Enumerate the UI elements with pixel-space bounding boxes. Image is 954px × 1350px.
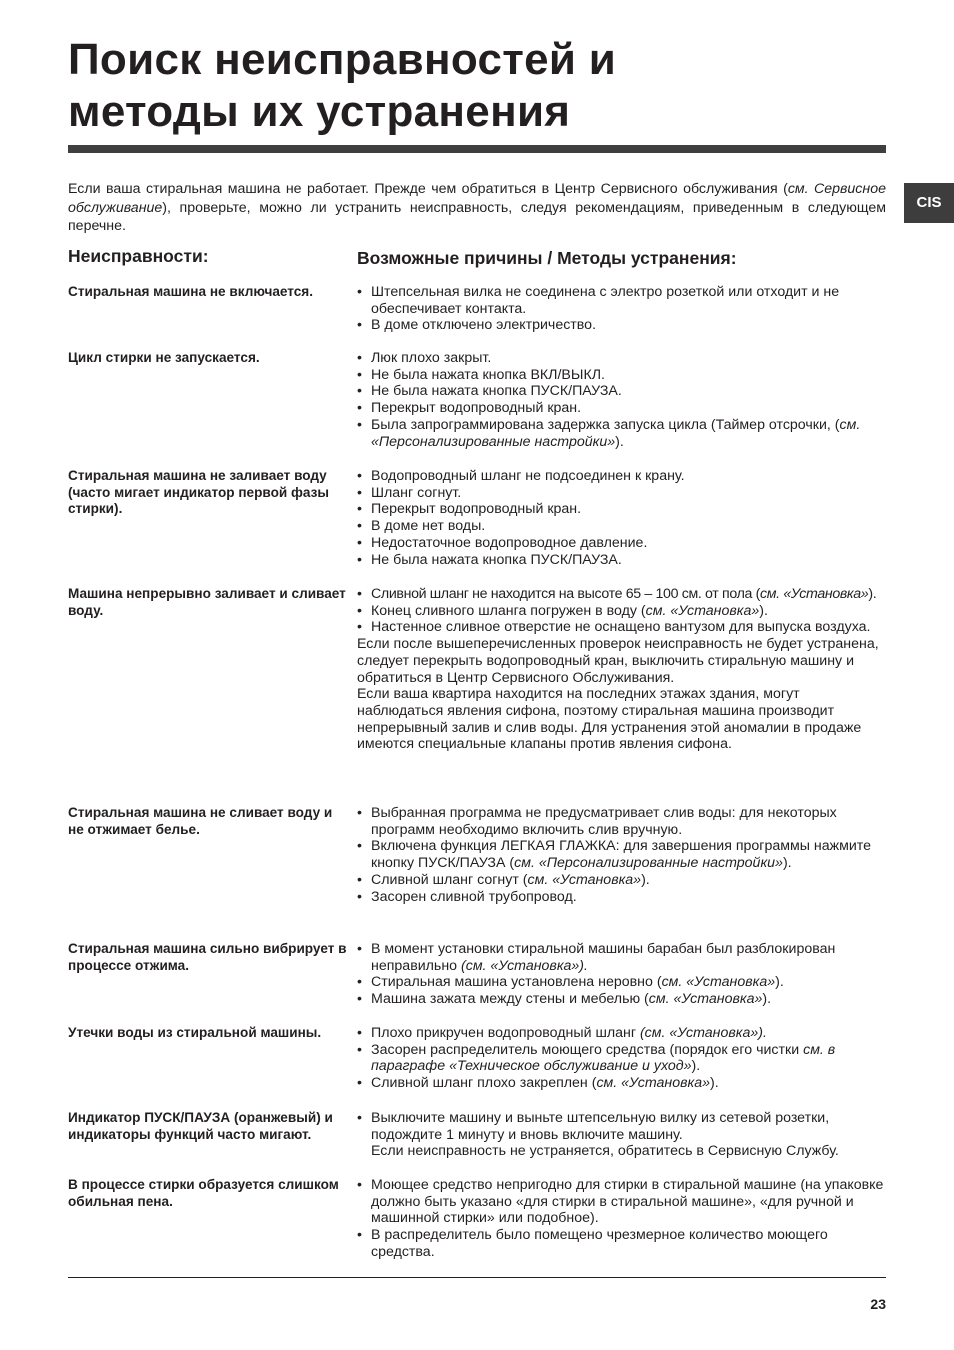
cause-note: Если после вышеперечисленных проверок неисправность не будет устранена, следует перекрыть водопроводный кран, выключить стиральную машину и обратиться в Центр Сервисного Обслуживания.	[357, 636, 879, 686]
cause-item	[357, 838, 887, 871]
cause-item	[357, 805, 887, 838]
cause-note: Если ваша квартира находится на последних этажах здания, могут наблюдаться явления сифона, поэтому стиральная машина производит непрерывный залив и слив воды. Для устранения этой аномалии в продаже имеются специальные клапаны против явления сифона.	[357, 686, 862, 753]
cause-text: Перекрыт водопроводный кран.	[371, 501, 582, 518]
cause-reference: см. «Установка»	[648, 991, 763, 1008]
cause-text: Сливной шланг согнут (	[371, 871, 528, 888]
cause-item	[357, 535, 887, 552]
cause-text: Шланг согнут.	[371, 484, 462, 501]
cause-text: Стиральная машина установлена неровно (	[371, 974, 662, 991]
cause-item	[357, 417, 887, 450]
cause-text: Недостаточное водопроводное давление.	[371, 534, 648, 551]
cause-text: Плохо прикручен водопроводный шланг	[371, 1025, 640, 1041]
problem-label: В процессе стирки образуется слишком обильная пена.	[68, 1177, 339, 1209]
cause-item	[357, 383, 887, 400]
cause-item	[357, 889, 887, 906]
cause-reference: см. «Персонализированные настройки»	[371, 416, 861, 450]
cause-text-end: ).	[615, 433, 624, 450]
cause-item	[357, 1042, 887, 1075]
cause-item	[357, 586, 887, 603]
cause-item	[357, 468, 887, 485]
cause-item	[357, 317, 887, 334]
cause-list	[357, 1025, 887, 1092]
cause-reference: см. «Установка»	[645, 602, 760, 619]
cause-text: Засорен распределитель моющего средства (порядок его чистки	[371, 1041, 804, 1058]
cause-item	[357, 991, 887, 1008]
cause-text: Включена функция ЛЕГКАЯ ГЛАЖКА: для завершения программы нажмите кнопку ПУСК/ПАУЗА (	[371, 838, 872, 872]
cause-text: Не была нажата кнопка ПУСК/ПАУЗА.	[371, 383, 622, 400]
causes-heading: Возможные причины / Методы устранения:	[357, 248, 737, 268]
cause-text: Была запрограммирована задержка запуска цикла (Таймер отсрочки, (	[371, 416, 840, 433]
cause-text-end: ).	[641, 871, 650, 888]
cause-text: Машина зажата между стены и мебелью (	[371, 991, 649, 1008]
cause-text: Моющее средство непригодно для стирки в стиральной машине (на упаковке должно быть указано «для стирки в стиральной машине», «для ручной и машинной стирки» или подобное).	[371, 1177, 884, 1227]
intro-text-1: Если ваша стиральная машина не работает. Прежде чем обратиться в Центр Сервисного обслуживания (	[68, 181, 788, 197]
page-title-line-2: методы их устранения	[68, 87, 571, 136]
cause-text: Не была нажата кнопка ПУСК/ПАУЗА.	[371, 551, 622, 568]
cause-item	[357, 518, 887, 535]
problems-heading: Неисправности:	[68, 246, 209, 266]
cause-item	[357, 485, 887, 502]
cause-text: Выбранная программа не предусматривает слив воды: для некоторых программ необходимо включить слив вручную.	[371, 805, 837, 838]
footer-rule	[68, 1277, 886, 1278]
cause-reference: (см. «Установка»).	[639, 1025, 767, 1041]
language-tab: CIS	[904, 183, 954, 223]
cause-list	[357, 468, 887, 568]
cause-text-end: ).	[710, 1075, 719, 1092]
cause-text: В доме нет воды.	[371, 518, 486, 535]
cause-reference: см. «Установка»	[527, 871, 642, 888]
cause-list	[357, 350, 887, 450]
cause-item	[357, 501, 887, 518]
cause-text-end: ).	[762, 991, 772, 1008]
cause-text: Водопроводный шланг не подсоединен к крану.	[371, 468, 685, 484]
cause-list	[357, 586, 887, 753]
cause-text: Выключите машину и выньте штепсельную вилку из сетевой розетки, подождите 1 минуту и вновь включите машину.	[371, 1110, 830, 1143]
cause-text: Перекрыт водопроводный кран.	[371, 400, 582, 417]
cause-item	[357, 1227, 887, 1260]
problem-label: Стиральная машина не сливает воду и не отжимает белье.	[68, 805, 333, 837]
page-title	[68, 34, 888, 138]
cause-reference: см. «Установка»	[661, 974, 776, 991]
cause-reference: (см. «Установка»).	[461, 957, 588, 974]
cause-text-continued: Если неисправность не устраняется, обратитесь в Сервисную Службу.	[371, 1143, 839, 1160]
cause-text: Сливной шланг плохо закреплен (	[371, 1075, 597, 1092]
cause-reference: см. «Установка»	[596, 1075, 711, 1092]
cause-item	[357, 872, 887, 889]
problem-label: Стиральная машина не заливает воду (часто мигает индикатор первой фазы стирки).	[68, 468, 330, 517]
cause-text: Не была нажата кнопка ВКЛ/ВЫКЛ.	[371, 366, 605, 383]
cause-reference: см. в параграфе «Техническое обслуживание и уход»	[371, 1041, 836, 1075]
cause-list	[357, 1110, 887, 1160]
cause-text-end: ).	[759, 602, 768, 619]
cause-text-end: ).	[782, 855, 792, 872]
cause-text: Конец сливного шланга погружен в воду (	[371, 602, 646, 619]
cause-text: В распределитель было помещено чрезмерное количество моющего средства.	[371, 1227, 828, 1260]
intro-text-2: ), проверьте, можно ли устранить неисправность, следуя рекомендациям, приведенным в следующем перечне.	[68, 199, 886, 234]
cause-item	[357, 941, 887, 974]
cause-text-end: ).	[775, 974, 784, 991]
problem-label: Цикл стирки не запускается.	[68, 350, 260, 365]
cause-item	[357, 367, 887, 384]
cause-item	[357, 1110, 887, 1160]
cause-list	[357, 284, 887, 334]
cause-text: Засорен сливной трубопровод.	[371, 888, 577, 905]
cause-item	[357, 1025, 887, 1042]
title-rule	[68, 145, 886, 153]
cause-text: Люк плохо закрыт.	[371, 350, 492, 366]
cause-item	[357, 603, 887, 620]
cause-item	[357, 1075, 887, 1092]
cause-text: Настенное сливное отверстие не оснащено вантузом для выпуска воздуха.	[371, 619, 871, 636]
cause-item	[357, 400, 887, 417]
page-title-line-1: Поиск неисправностей и	[68, 35, 617, 84]
problem-label: Машина непрерывно заливает и сливает воду.	[68, 586, 346, 618]
page-number: 23	[870, 1296, 886, 1312]
cause-reference: см. «Персонализированные настройки»	[514, 855, 783, 872]
problem-label: Стиральная машина не включается.	[68, 284, 314, 299]
cause-text: Штепсельная вилка не соединена с электро розеткой или отходит и не обеспечивает контакта.	[371, 284, 840, 317]
cause-text: Сливной шланг не находится на высоте 65 – 100 см. от пола (	[371, 586, 761, 602]
intro-reference: см. Сервисное обслуживание	[68, 181, 886, 216]
cause-item	[357, 619, 887, 636]
problem-label: Утечки воды из стиральной машины.	[68, 1025, 322, 1040]
cause-item	[357, 1177, 887, 1227]
cause-list	[357, 805, 887, 905]
cause-list	[357, 1177, 887, 1261]
cause-text-end: ).	[868, 586, 877, 602]
cause-item	[357, 284, 887, 317]
intro-paragraph	[68, 180, 886, 236]
cause-text-end: ).	[691, 1058, 701, 1075]
cause-reference: см. «Установка»	[760, 586, 869, 602]
cause-item	[357, 974, 887, 991]
cause-text: В доме отключено электричество.	[371, 317, 597, 334]
problem-label: Индикатор ПУСК/ПАУЗА (оранжевый) и индикаторы функций часто мигают.	[68, 1110, 333, 1142]
cause-list	[357, 941, 887, 1008]
cause-text: В момент установки стиральной машины барабан был разблокирован неправильно	[371, 941, 836, 974]
cause-item	[357, 552, 887, 569]
cause-item	[357, 350, 887, 367]
problem-label: Стиральная машина сильно вибрирует в процессе отжима.	[68, 941, 347, 973]
